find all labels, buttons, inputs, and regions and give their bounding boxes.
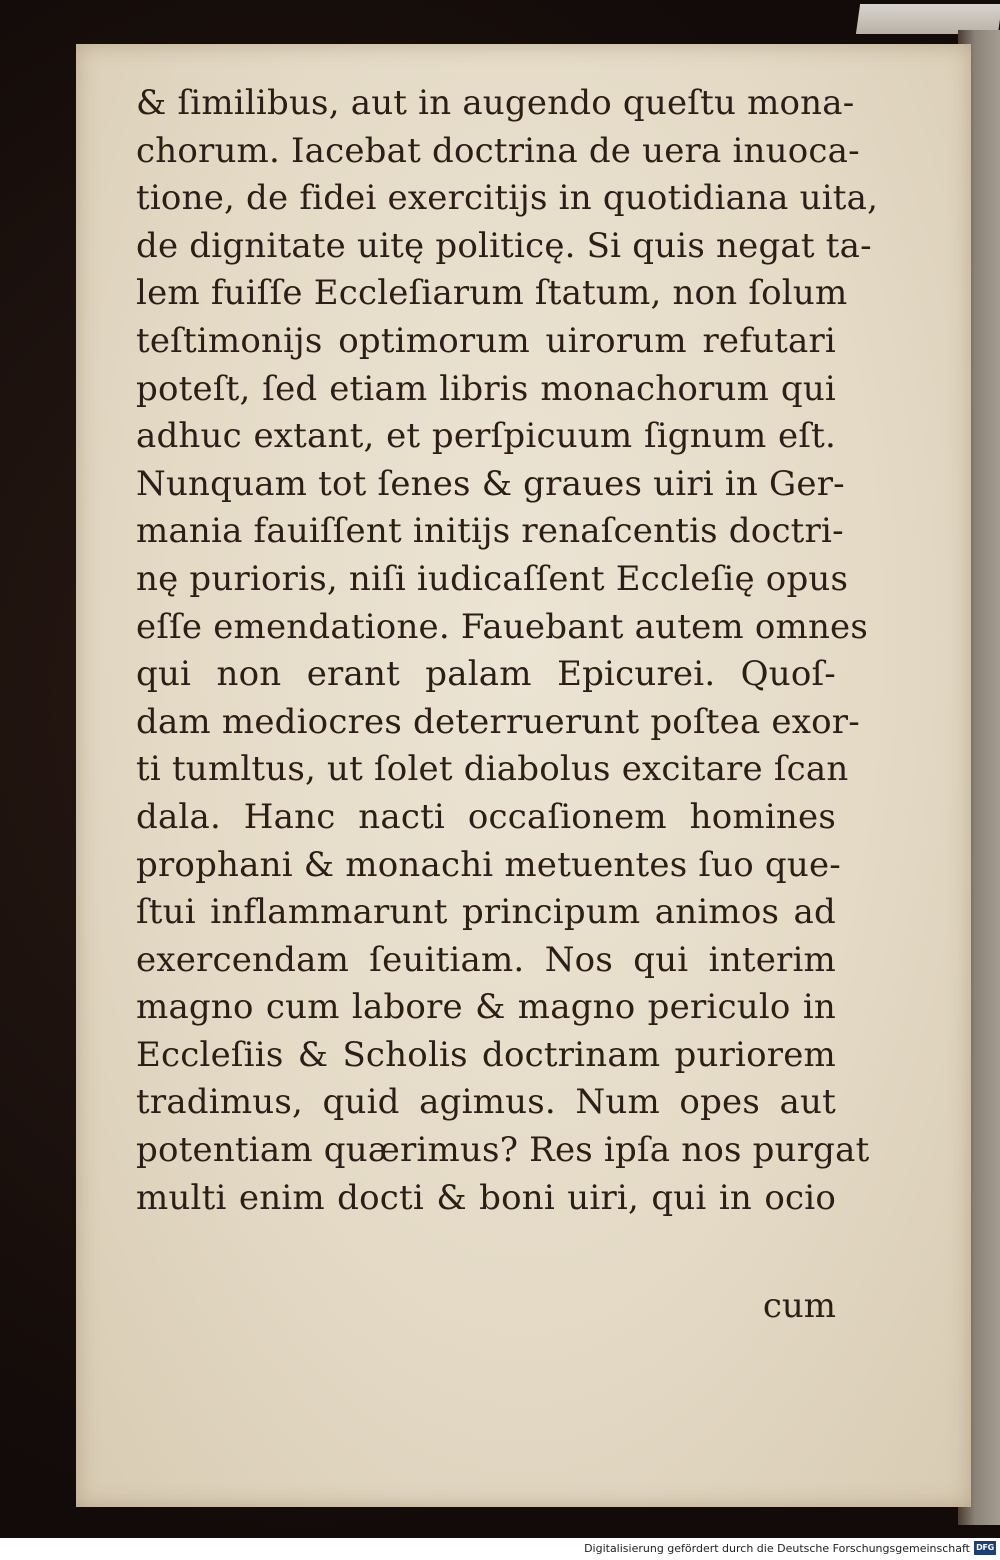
text-line: lem fuiſſe Eccleſiarum ſtatum, non ſolum [136,273,848,314]
text-line: tradimus, quid agimus. Num opes aut [136,1082,836,1123]
funding-credit: Digitalisierung gefördert durch die Deutsche Forschungsgemeinschaft [584,1542,970,1555]
dfg-logo-icon: DFG [974,1541,996,1555]
text-line: & ſimilibus, aut in augendo queſtu mona- [136,83,855,123]
text-line: Nunquam tot ſenes & graues uiri in Ger- [136,463,845,504]
text-line: adhuc extant, et perſpicuum ſignum eſt. [136,416,836,457]
text-line: nę purioris, niſi iudicaſſent Eccleſię opus [136,558,849,599]
text-line: magno cum labore & magno periculo in [136,987,836,1028]
text-line: dala. Hanc nacti occaſionem homines [136,796,836,837]
digitization-footer [0,1538,1000,1560]
text-line: prophani & monachi metuentes ſuo que- [136,844,841,885]
text-line: dam mediocres deterruerunt poſtea exor- [136,701,860,742]
text-line: Eccleſiis & Scholis doctrinam puriorem [136,1034,836,1075]
text-line: mania fauiſſent initijs renaſcentis doctri- [136,511,844,552]
text-line: ti tumltus, ut ſolet diabolus excitare ſcan [136,749,849,790]
text-line: multi enim docti & boni uiri, qui in ocio [136,1177,836,1218]
text-line: poteſt, ſed etiam libris monachorum qui [136,368,836,409]
text-line: tione, de fidei exercitijs in quotidiana uita, [136,178,879,219]
catchword: cum [762,1286,836,1326]
text-line: ſtui inflammarunt principum animos ad [136,892,836,933]
text-line: potentiam quærimus? Res ipſa nos purgat [136,1130,870,1171]
text-line: exercendam ſeuitiam. Nos qui interim [136,939,836,980]
page-text [136,80,879,1222]
text-line: eſſe emendatione. Fauebant autem omnes [136,606,869,647]
text-line: qui non erant palam Epicurei. Quoſ- [136,654,836,695]
text-line: chorum. Iacebat doctrina de uera inuoca- [136,130,860,171]
text-line: de dignitate uitę politicę. Si quis negat ta- [136,225,872,266]
text-line: teſtimonijs optimorum uirorum refutari [136,320,836,361]
